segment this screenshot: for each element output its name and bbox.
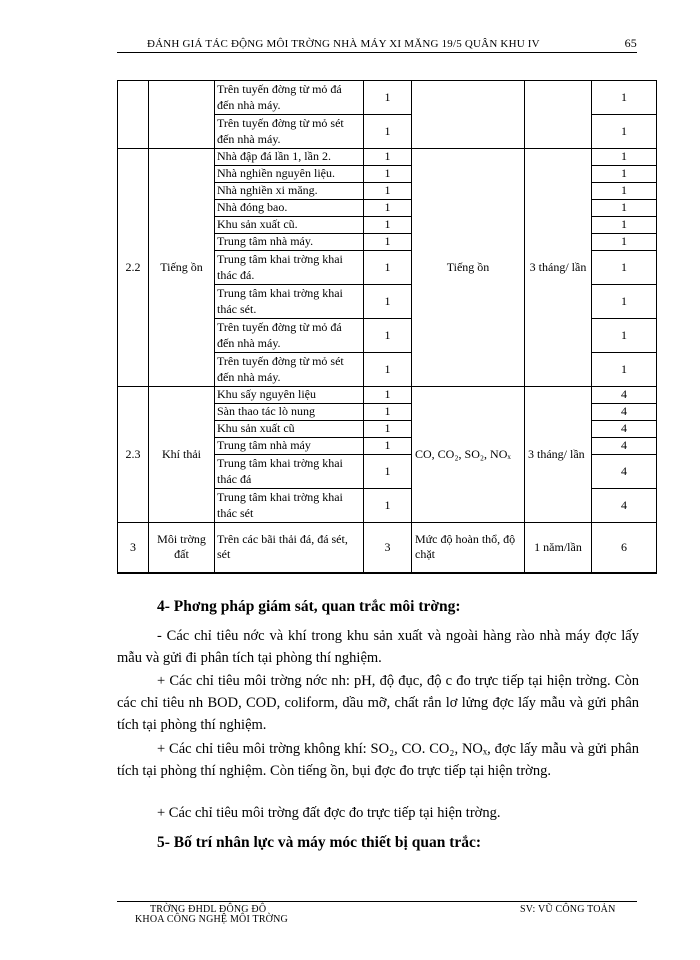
sample-count-cell: 1 — [592, 217, 657, 234]
sample-count-cell: 1 — [592, 319, 657, 353]
sample-count-cell: 1 — [592, 251, 657, 285]
frequency-cell: 3 tháng/ lần — [525, 387, 592, 523]
section-type: Tiếng ồn — [149, 149, 215, 387]
sample-count-cell: 1 — [592, 81, 657, 115]
sample-count-cell: 1 — [592, 115, 657, 149]
location-cell: Trung tâm khai trờng khai thác đá — [215, 455, 364, 489]
value-cell: 1 — [364, 234, 412, 251]
table-row — [118, 81, 657, 115]
section-type: Khí thải — [149, 387, 215, 523]
sample-count-cell: 4 — [592, 455, 657, 489]
value-cell: 1 — [364, 166, 412, 183]
location-cell: Nhà nghiền nguyên liệu. — [215, 166, 364, 183]
location-cell: Nhà nghiền xi măng. — [215, 183, 364, 200]
frequency-cell: 3 tháng/ lần — [525, 149, 592, 387]
sample-count-cell: 1 — [592, 353, 657, 387]
footer-divider — [117, 901, 637, 902]
footer-faculty: KHOA CÔNG NGHỆ MÔI TRỜNG — [135, 914, 288, 925]
value-cell: 1 — [364, 489, 412, 523]
frequency-cell: 1 năm/lần — [525, 523, 592, 573]
header-divider — [117, 52, 637, 53]
location-cell: Trung tâm nhà máy — [215, 438, 364, 455]
value-cell: 1 — [364, 353, 412, 387]
sample-count-cell: 4 — [592, 404, 657, 421]
value-cell: 1 — [364, 387, 412, 404]
sample-count-cell: 4 — [592, 421, 657, 438]
params-cell: Mức độ hoàn thổ, độ chặt — [412, 523, 525, 573]
header-title: ĐÁNH GIÁ TÁC ĐỘNG MÔI TRỜNG NHÀ MÁY XI MĂNG 19/5 QUÂN KHU IV — [147, 38, 540, 50]
location-cell: Trên tuyến đờng từ mỏ đá đến nhà máy. — [215, 319, 364, 353]
section-number: 2.3 — [118, 387, 149, 523]
location-cell: Trên tuyến đờng từ mỏ sét đến nhà máy. — [215, 115, 364, 149]
sample-count-cell: 1 — [592, 234, 657, 251]
location-cell: Trung tâm khai trờng khai thác sét — [215, 489, 364, 523]
page-number: 65 — [624, 36, 637, 50]
sample-count-cell: 1 — [592, 149, 657, 166]
sample-count-cell: 4 — [592, 489, 657, 523]
table-row — [118, 149, 657, 166]
section-4-heading: 4- Phơng pháp giám sát, quan trắc môi trờng: — [157, 598, 461, 615]
location-cell: Trên các bãi thải đá, đá sét, sét — [215, 523, 364, 573]
value-cell: 1 — [364, 285, 412, 319]
location-cell: Trung tâm khai trờng khai thác sét. — [215, 285, 364, 319]
value-cell: 3 — [364, 523, 412, 573]
location-cell: Sàn thao tác lò nung — [215, 404, 364, 421]
sample-count-cell: 1 — [592, 285, 657, 319]
sample-count-cell: 4 — [592, 387, 657, 404]
footer-university: TRỜNG ĐHDL ĐÔNG ĐÔ — [150, 904, 267, 915]
paragraph: + Các chỉ tiêu môi trờng nớc nh: pH, độ đục, độ c đo trực tiếp tại hiện trờng. Còn các chỉ tiêu nh BOD, COD, coliform, dầu mỡ, chất rắn lơ lửng đợc lấy mẫu và gửi phân tích tại phòng thí nghiệm. — [117, 673, 639, 733]
value-cell: 1 — [364, 115, 412, 149]
location-cell: Nhà đóng bao. — [215, 200, 364, 217]
value-cell: 1 — [364, 438, 412, 455]
sample-count-cell: 4 — [592, 438, 657, 455]
table-row — [118, 523, 657, 573]
value-cell: 1 — [364, 251, 412, 285]
location-cell: Trung tâm khai trờng khai thác đá. — [215, 251, 364, 285]
value-cell: 1 — [364, 217, 412, 234]
value-cell: 1 — [364, 404, 412, 421]
sample-count-cell: 1 — [592, 166, 657, 183]
value-cell: 1 — [364, 149, 412, 166]
value-cell: 1 — [364, 455, 412, 489]
location-cell: Nhà đập đá lần 1, lần 2. — [215, 149, 364, 166]
value-cell: 1 — [364, 81, 412, 115]
location-cell: Trung tâm nhà máy. — [215, 234, 364, 251]
params-cell: Tiếng ồn — [412, 149, 525, 387]
location-cell: Khu sản xuất cũ. — [215, 217, 364, 234]
page-header — [117, 35, 637, 53]
monitoring-table — [117, 80, 657, 574]
section-number: 3 — [118, 523, 149, 573]
paragraph: + Các chỉ tiêu môi trờng không khí: SO₂, CO. CO₂, NOₓ, đợc lấy mẫu và gửi phân tích tại phòng thí nghiệm. Còn tiếng ồn, bụi đợc đo trực tiếp tại hiện trờng. — [117, 741, 639, 779]
location-cell: Khu sản xuất cũ — [215, 421, 364, 438]
section-type: Môi trờng đất — [149, 523, 215, 573]
section-number: 2.2 — [118, 149, 149, 387]
location-cell: Khu sấy nguyên liệu — [215, 387, 364, 404]
paragraph: + Các chỉ tiêu môi trờng đất đợc đo trực tiếp tại hiện trờng. — [157, 805, 501, 821]
footer-author: SV: VŨ CÔNG TOẢN — [520, 904, 616, 915]
sample-count-cell: 1 — [592, 200, 657, 217]
sample-count-cell: 6 — [592, 523, 657, 573]
value-cell: 1 — [364, 183, 412, 200]
location-cell: Trên tuyến đờng từ mỏ sét đến nhà máy. — [215, 353, 364, 387]
value-cell: 1 — [364, 200, 412, 217]
table-row — [118, 387, 657, 404]
value-cell: 1 — [364, 421, 412, 438]
section-5-heading: 5- Bố trí nhân lực và máy móc thiết bị quan trắc: — [157, 834, 482, 851]
location-cell: Trên tuyến đờng từ mỏ đá đến nhà máy. — [215, 81, 364, 115]
paragraph: - Các chỉ tiêu nớc và khí trong khu sản xuất và ngoài hàng rào nhà máy đợc lấy mẫu và gửi đi phân tích tại phòng thí nghiệm. — [117, 628, 639, 666]
sample-count-cell: 1 — [592, 183, 657, 200]
value-cell: 1 — [364, 319, 412, 353]
params-cell: CO, CO₂, SO₂, NOₓ — [412, 387, 525, 523]
